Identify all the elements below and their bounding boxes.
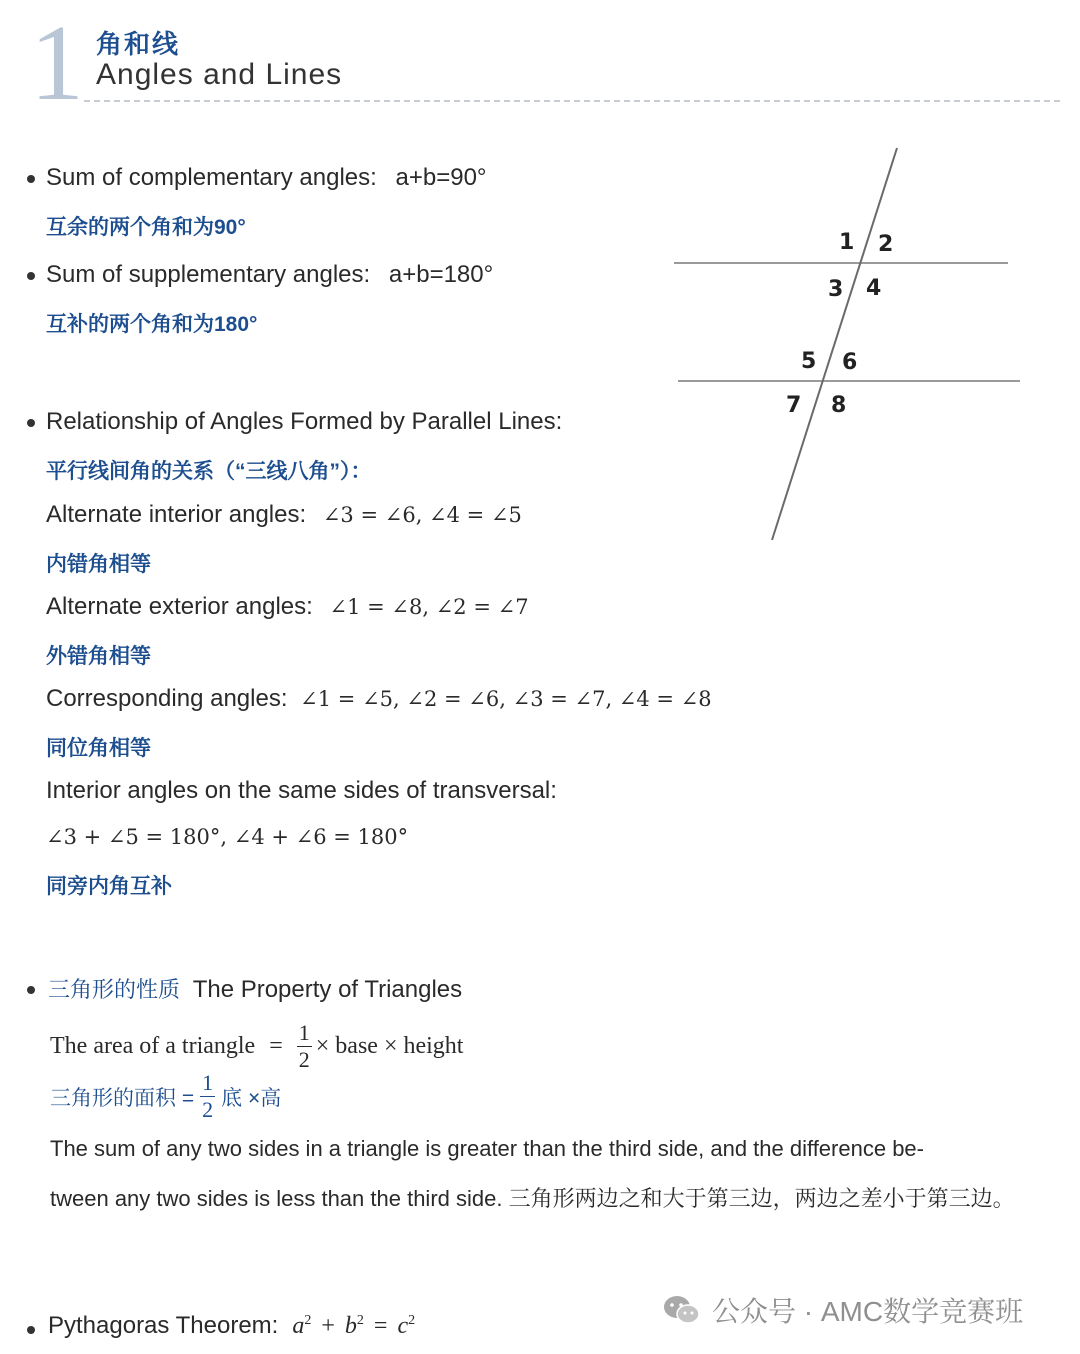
alt-exterior-formula: ∠1 = ∠8, ∠2 = ∠7 bbox=[329, 595, 529, 619]
inequality-line-1: The sum of any two sides in a triangle is greater than the third side, and the difference be- bbox=[50, 1136, 924, 1161]
pythagoras-formula bbox=[292, 1313, 415, 1340]
area-rest: × base × height bbox=[315, 1033, 464, 1059]
same-side-formula: ∠3 + ∠5 = 180°, ∠4 + ∠6 = 180° bbox=[46, 825, 409, 849]
exp-a: 2 bbox=[304, 1313, 312, 1328]
var-a: a bbox=[292, 1313, 305, 1339]
area-cn-fraction bbox=[200, 1072, 215, 1121]
var-c: c bbox=[397, 1313, 409, 1339]
area-formula bbox=[50, 1022, 463, 1071]
watermark-text: 公众号 · AMC数学竞赛班 bbox=[712, 1296, 1024, 1327]
plus-sign: + bbox=[321, 1313, 335, 1339]
section-title-en: Angles and Lines bbox=[96, 58, 343, 91]
fraction-numerator: 1 bbox=[298, 1020, 310, 1045]
angle-label-8: 8 bbox=[831, 393, 847, 418]
pythagoras-line bbox=[48, 1312, 415, 1340]
parallel-heading: Relationship of Angles Formed by Parallel Lines: bbox=[46, 408, 563, 435]
exp-b: 2 bbox=[356, 1313, 364, 1328]
equals-sign: = bbox=[373, 1313, 388, 1339]
angle-label-7: 7 bbox=[786, 393, 802, 418]
parallel-lines-diagram bbox=[668, 140, 1028, 550]
angle-label-2: 2 bbox=[878, 232, 894, 257]
alt-exterior-label: Alternate exterior angles: bbox=[46, 593, 313, 620]
supplementary-formula: a+b=180° bbox=[388, 261, 494, 288]
area-cn-label: 三角形的面积 = bbox=[50, 1086, 195, 1110]
wechat-icon bbox=[662, 1293, 702, 1327]
supplementary-line bbox=[46, 261, 493, 289]
fraction-denominator: 2 bbox=[298, 1047, 310, 1072]
complementary-cn: 互余的两个角和为90° bbox=[46, 216, 246, 239]
area-cn-rest: 底 ×高 bbox=[221, 1086, 282, 1110]
area-label: The area of a triangle bbox=[50, 1033, 256, 1059]
fraction-numerator: 1 bbox=[202, 1070, 214, 1095]
triangles-heading-cn: 三角形的性质 bbox=[48, 977, 181, 1002]
supplementary-label: Sum of supplementary angles: bbox=[46, 261, 371, 288]
angle-label-1: 1 bbox=[839, 230, 855, 255]
supplementary-cn: 互补的两个角和为180° bbox=[46, 313, 258, 336]
alt-interior-cn: 内错角相等 bbox=[46, 553, 151, 576]
angle-label-5: 5 bbox=[801, 349, 817, 374]
corresponding-formula: ∠1 = ∠5, ∠2 = ∠6, ∠3 = ∠7, ∠4 = ∠8 bbox=[300, 687, 712, 711]
alt-exterior-line bbox=[46, 593, 529, 621]
bullet-dot bbox=[27, 1326, 35, 1334]
area-formula-cn bbox=[50, 1072, 281, 1121]
corresponding-cn: 同位角相等 bbox=[46, 737, 151, 760]
pythagoras-label: Pythagoras Theorem: bbox=[48, 1312, 279, 1339]
bullet-dot bbox=[27, 175, 35, 183]
fraction-denominator: 2 bbox=[202, 1097, 214, 1122]
same-side-label: Interior angles on the same sides of transversal: bbox=[46, 777, 557, 804]
triangles-heading bbox=[48, 973, 462, 1004]
section-number: 1 bbox=[30, 4, 84, 123]
area-equals: = bbox=[269, 1033, 283, 1059]
complementary-label: Sum of complementary angles: bbox=[46, 164, 377, 191]
exp-c: 2 bbox=[408, 1313, 416, 1328]
complementary-formula: a+b=90° bbox=[395, 164, 487, 191]
var-b: b bbox=[344, 1313, 357, 1339]
transversal-line bbox=[772, 148, 897, 540]
angle-label-6: 6 bbox=[842, 350, 858, 375]
inequality-line-2: tween any two sides is less than the third side. 三角形两边之和大于第三边，两边之差小于第三边。 bbox=[50, 1186, 1015, 1211]
parallel-heading-cn: 平行线间角的关系（“三线八角”）： bbox=[46, 460, 372, 483]
bullet-dot bbox=[27, 272, 35, 280]
bullet-dot bbox=[27, 419, 35, 427]
area-fraction bbox=[297, 1022, 312, 1071]
section-title-cn: 角和线 bbox=[96, 29, 181, 59]
angle-label-4: 4 bbox=[866, 276, 882, 301]
bullet-dot bbox=[27, 986, 35, 994]
watermark bbox=[662, 1290, 1023, 1330]
angle-label-3: 3 bbox=[828, 277, 844, 302]
corresponding-label: Corresponding angles: bbox=[46, 685, 288, 712]
title-divider bbox=[84, 100, 1060, 102]
alt-interior-label: Alternate interior angles: bbox=[46, 501, 307, 528]
triangles-heading-en: The Property of Triangles bbox=[192, 976, 463, 1003]
alt-interior-line bbox=[46, 501, 522, 529]
alt-interior-formula: ∠3 = ∠6, ∠4 = ∠5 bbox=[322, 503, 522, 527]
alt-exterior-cn: 外错角相等 bbox=[46, 645, 151, 668]
complementary-line bbox=[46, 164, 487, 192]
corresponding-line bbox=[46, 685, 712, 713]
same-side-cn: 同旁内角互补 bbox=[46, 875, 172, 898]
